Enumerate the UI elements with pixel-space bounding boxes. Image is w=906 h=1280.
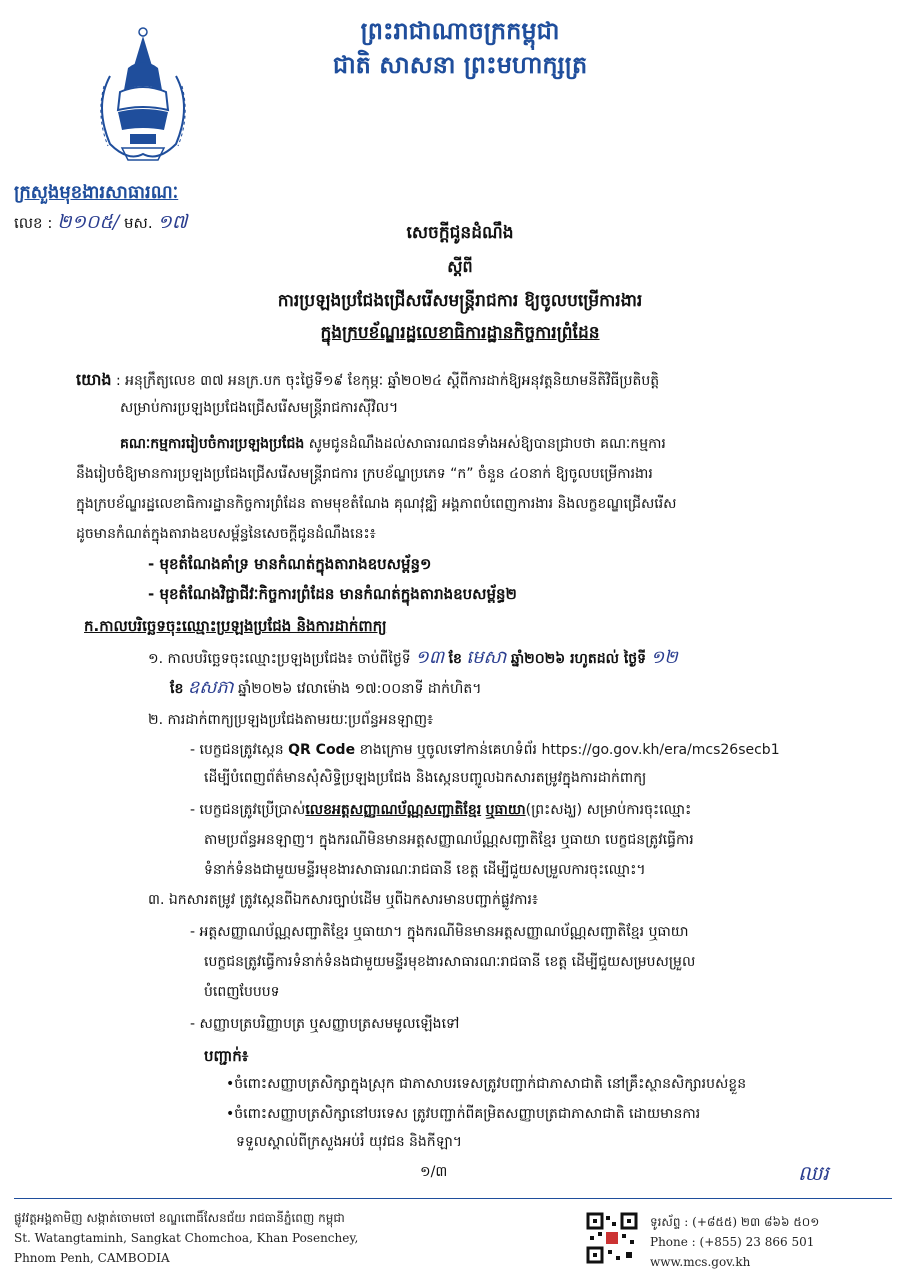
ref-code: មស.: [124, 214, 153, 232]
reference-label: យោង: [76, 370, 112, 389]
phone-khmer: ទូរស័ព្ទ : (+៨៥៥) ២៣ ៨៦៦ ៥០១: [650, 1215, 820, 1229]
footer-contact: [650, 1212, 819, 1272]
address-english-1: St. Watangtaminh, Sangkat Chomchoa, Khan Posenchey,: [14, 1231, 359, 1245]
footer-address: [14, 1208, 358, 1268]
section-a-heading: ក.កាលបរិច្ឆេទចុះឈ្មោះប្រឡងប្រជែង និងការដាក់ពាក្យ: [84, 617, 387, 635]
intro-line-4: ដូចមានកំណត់ក្នុងតារាងឧបសម្ព័ន្ធនៃសេចក្តីជូនដំណឹងនេះ៖: [76, 526, 376, 542]
or-passport-label: ឬធាយា: [485, 802, 526, 818]
committee-name: គណៈកម្មការរៀបចំការប្រឡងប្រជែង: [120, 436, 305, 452]
notice-subject-line2: ក្នុងក្របខ័ណ្ឌរដ្ឋលេខាធិការដ្ឋានកិច្ចការព្រំដែន: [320, 323, 600, 343]
ref-label: លេខ :: [14, 214, 53, 232]
note-item-2-line-1: •ចំពោះសញ្ញាបត្រសិក្សានៅបរទេស ត្រូវបញ្ជាក់ពីគម្រិតសញ្ញាបត្រជាភាសាជាតិ ដោយមានការ: [226, 1106, 701, 1122]
registration-link[interactable]: https://go.gov.kh/era/mcs26secb1: [541, 742, 780, 758]
item-2-detail-2-line-1: [190, 796, 691, 824]
item-1-text-e: ឆ្នាំ២០២៦ វេលាម៉ោង ១៧:០០នាទី ដាក់ហិត។: [237, 681, 482, 697]
address-english-2: Phnom Penh, CAMBODIA: [14, 1251, 170, 1265]
item-2-detail-2-line-3: ទំនាក់ទំនងជាមួយមន្ទីរមុខងារសាធារណៈរាជធានី ខេត្ត ដើម្បីជួយសម្រួលការចុះឈ្មោះ។: [204, 862, 646, 878]
item-1-day-start: ១៣: [415, 647, 445, 668]
note-label: បញ្ជាក់៖: [204, 1047, 249, 1065]
note-item-2-line-2: ទទួលស្គាល់ពីក្រសួងអប់រំ យុវជន និងកីឡា។: [236, 1134, 463, 1150]
item-2-d1-text-a: - បេក្ខជនត្រូវស្កេន: [190, 742, 284, 758]
intro-line-1: [120, 430, 666, 458]
item-1-month-start: មេសា: [466, 647, 507, 668]
ministry-name: ក្រសួងមុខងារសាធារណៈ: [14, 182, 179, 203]
item-3-detail-1-line-1: - អត្តសញ្ញាណប័ណ្ណសញ្ជាតិខ្មែរ ឬធាយា។ ក្នុងករណីមិនមានអត្តសញ្ញាណប័ណ្ណសញ្ជាតិខ្មែរ ឬធាយា: [190, 924, 689, 940]
ref-slash: /: [112, 211, 120, 233]
kingdom-title: ព្រះរាជាណាចក្រកម្ពុជា: [360, 16, 560, 45]
page-number: ១/៣: [420, 1164, 448, 1180]
phone-english: Phone : (+855) 23 866 501: [650, 1235, 815, 1249]
item-3-detail-1-line-2: បេក្ខជនត្រូវធ្វើការទំនាក់ទំនងជាមួយមន្ទីរមុខងារសាធារណៈរាជធានី ខេត្ត ដើម្បីជួយសម្របសម្រួល: [204, 954, 696, 970]
item-2-d2-text-a: - បេក្ខជនត្រូវប្រើប្រាស់: [190, 802, 306, 818]
note-item-1: •ចំពោះសញ្ញាបត្រសិក្សាក្នុងស្រុក ជាភាសាបរទេសត្រូវបញ្ជាក់ជាភាសាជាតិ នៅគ្រឹះស្ថានសិក្សារបស់ខ្លួន: [226, 1076, 747, 1092]
reference-text-1: : អនុក្រឹត្យលេខ ៣៧ អនក្រ.បក ចុះថ្ងៃទី១៩ ខែកុម្ភៈ ឆ្នាំ២០២៤ ស្តីពីការដាក់ឱ្យអនុវត្តនិយាមនីតិវិធីប្រតិបត្តិ: [116, 373, 660, 389]
item-2-heading: ២. ការដាក់ពាក្យប្រឡងប្រជែងតាមរយៈប្រព័ន្ធអនឡាញ៖: [148, 712, 434, 728]
position-list-item-1: - មុខតំណែងគាំទ្រ មានកំណត់ក្នុងតារាងឧបសម្ព័ន្ធ១: [148, 555, 432, 573]
intro-line-2: នឹងរៀបចំឱ្យមានការប្រឡងប្រជែងជ្រើសរើសមន្ត្រីរាជការ ក្របខ័ណ្ឌប្រភេទ “ក” ចំនួន ៤០នាក់ ឱ្យចូលបម្រើការងារ: [76, 466, 653, 482]
address-khmer: ផ្លូវវត្តអង្គតាមិញ សង្កាត់ចោមចៅ ខណ្ឌពោធិ៍សែនជ័យ រាជធានីភ្នំពេញ កម្ពុជា: [14, 1211, 345, 1225]
item-1-line-2: [170, 674, 481, 703]
initials-signature: ឈរ: [798, 1161, 829, 1185]
ministry-seal-icon: [88, 26, 198, 176]
item-3-detail-2: - សញ្ញាបត្របរិញ្ញាបត្រ ឬសញ្ញាបត្រសមមូលឡើងទៅ: [190, 1016, 460, 1032]
item-2-d2-text-b: (ព្រះសង្ឃ) សម្រាប់ការចុះឈ្មោះ: [525, 802, 692, 818]
item-1-text-d: ខែ: [170, 681, 184, 697]
item-3-detail-1-line-3: បំពេញបែបបទ: [204, 984, 280, 1000]
item-2-detail-1-line-1: [190, 736, 780, 764]
item-1-text-a: ១. កាលបរិច្ឆេទចុះឈ្មោះប្រឡងប្រជែង៖ ចាប់ពីថ្ងៃទី: [148, 651, 411, 667]
intro-text-1: សូមជូនដំណឹងដល់សាធារណជនទាំងអស់ឱ្យបានជ្រាបថា គណៈកម្មការ: [304, 436, 666, 452]
item-1-text-b: ខែ: [448, 651, 462, 667]
position-list-item-2: - មុខតំណែងវិជ្ជាជីវៈកិច្ចការព្រំដែន មានកំណត់ក្នុងតារាងឧបសម្ព័ន្ធ២: [148, 585, 517, 603]
notice-title: សេចក្តីជូនដំណឹង: [406, 223, 514, 243]
item-3-heading: ៣. ឯកសារតម្រូវ ត្រូវស្កេនពីឯកសារច្បាប់ដើម ឬពីឯកសារមានបញ្ជាក់ផ្លូវការ៖: [148, 892, 539, 908]
reference-paragraph: [76, 366, 876, 395]
reference-text-2: សម្រាប់ការប្រឡងប្រជែងជ្រើសរើសមន្ត្រីរាជការស៊ីវិល។: [120, 400, 399, 416]
item-1-text-c: ឆ្នាំ២០២៦ រហូតដល់ ថ្ងៃទី: [510, 651, 647, 667]
national-id-label: លេខអត្តសញ្ញាណប័ណ្ណសញ្ជាតិខ្មែរ: [305, 802, 482, 818]
item-1-day-end: ១២: [650, 647, 678, 668]
intro-line-3: ក្នុងក្របខ័ណ្ឌរដ្ឋលេខាធិការដ្ឋានកិច្ចការព្រំដែន តាមមុខតំណែង គុណវុឌ្ឍិ អង្គភាពបំពេញការងារ និងលក្ខខណ្ឌជ្រើសរើស: [76, 496, 677, 512]
website-link[interactable]: www.mcs.gov.kh: [650, 1255, 751, 1269]
qr-code-icon[interactable]: [586, 1212, 638, 1264]
ref-number: ២១០៥: [57, 211, 113, 233]
footer-divider: [14, 1198, 892, 1199]
notice-regarding: ស្តីពី: [447, 257, 473, 276]
item-1-month-end: ឧសភា: [187, 677, 234, 698]
item-2-detail-1-line-2: ដើម្បីបំពេញព័ត៌មានសុំសិទ្ធិប្រឡងប្រជែង និងស្កេនបញ្ចូលឯកសារតម្រូវក្នុងការដាក់ពាក្យ: [204, 770, 647, 786]
notice-subject-line1: ការប្រឡងប្រជែងជ្រើសរើសមន្ត្រីរាជការ ឱ្យចូលបម្រើការងារ: [277, 291, 643, 311]
item-1-line-1: [148, 644, 678, 673]
ref-year: ១៧: [157, 211, 188, 233]
item-2-d1-text-b: ខាងក្រោម ឬចូលទៅកាន់គេហទំព័រ: [359, 742, 537, 758]
qr-code-label: QR Code: [288, 742, 356, 758]
item-2-detail-2-line-2: តាមប្រព័ន្ធអនឡាញ។ ក្នុងករណីមិនមានអត្តសញ្ញាណប័ណ្ណសញ្ជាតិខ្មែរ ឬធាយា បេក្ខជនត្រូវធ្វើការ: [204, 832, 694, 848]
nation-religion-king: ជាតិ សាសនា ព្រះមហាក្សត្រ: [332, 50, 588, 79]
kingdom-motto: [300, 14, 620, 82]
